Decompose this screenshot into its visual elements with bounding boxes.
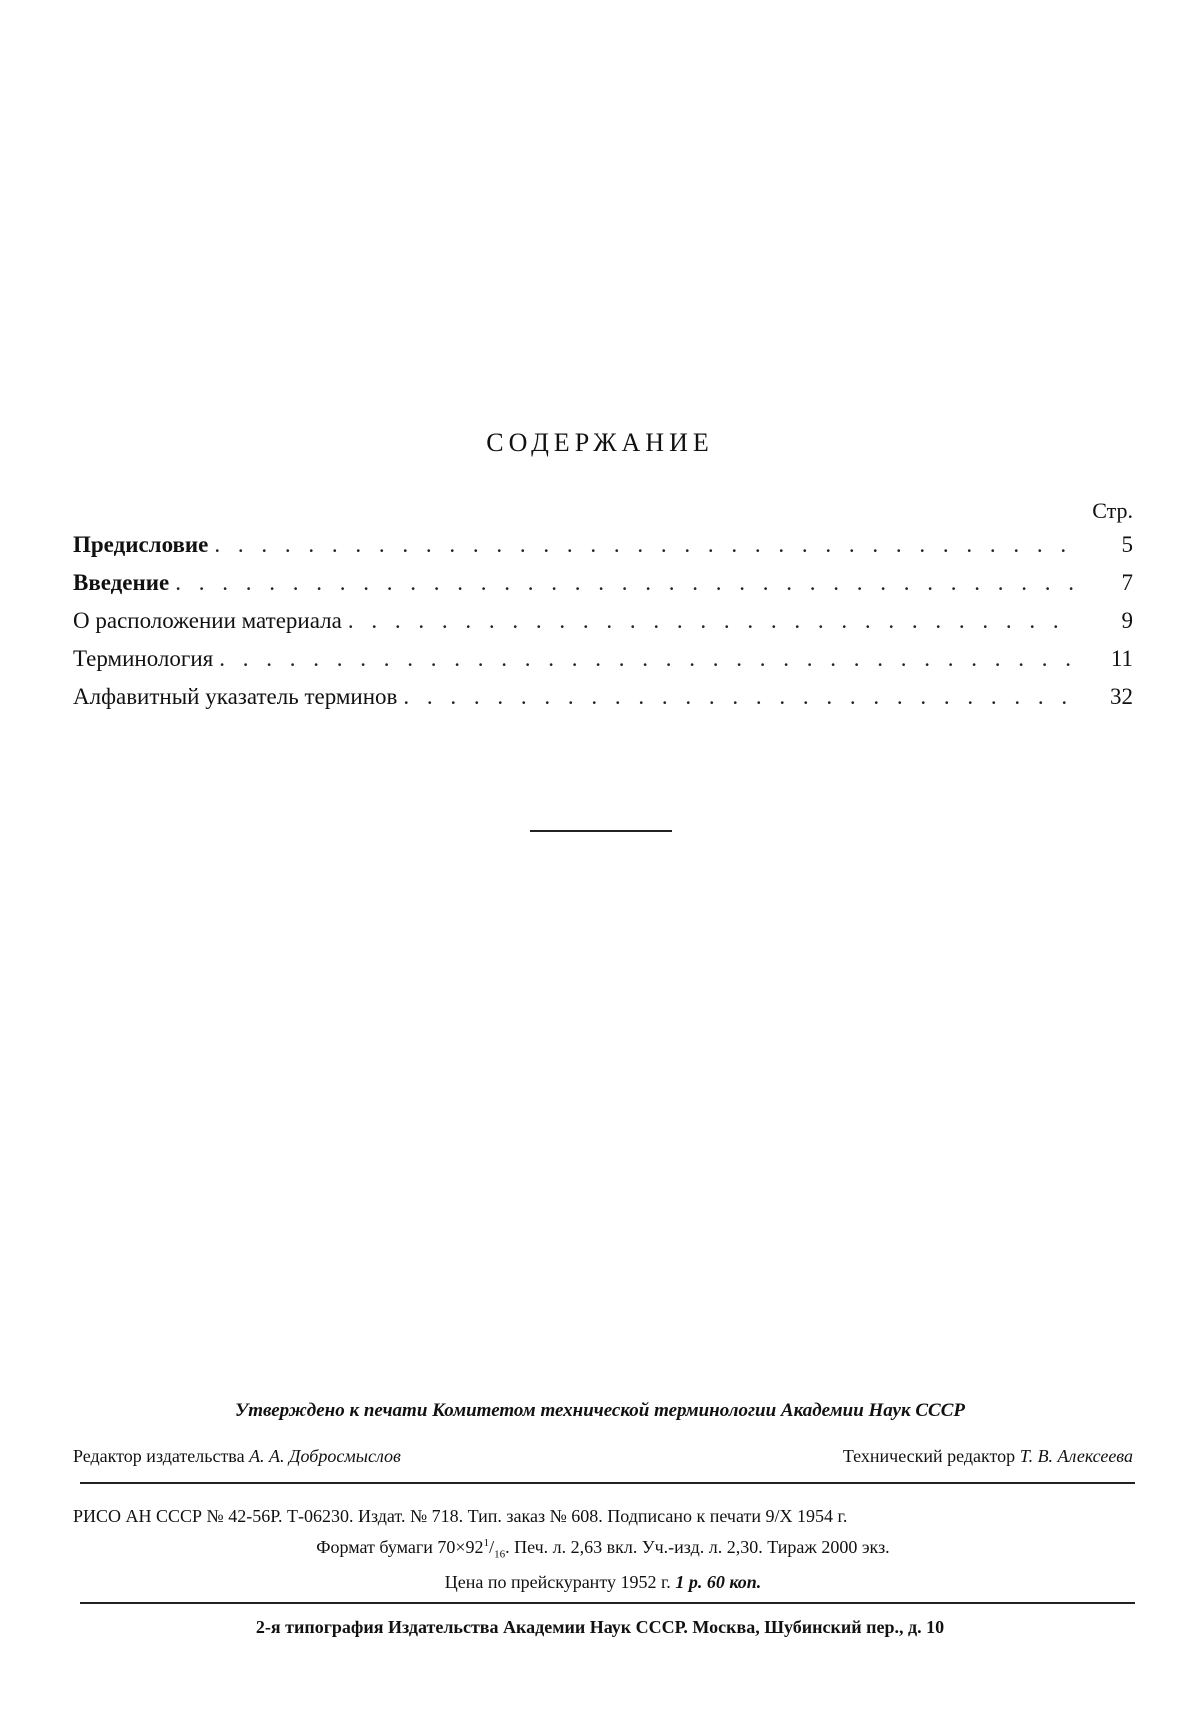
print-details: . Печ. л. 2,63 вкл. Уч.-изд. л. 2,30. Тираж 2000 экз. (505, 1537, 890, 1557)
toc-leader-dots (175, 570, 1073, 596)
toc-entry (73, 570, 1133, 608)
technical-editor-name: Т. В. Алексеева (1019, 1446, 1133, 1466)
toc-leader-dots (348, 608, 1073, 634)
toc-entry-label: Алфавитный указатель терминов (73, 684, 398, 709)
toc-entry-label: Введение (73, 570, 170, 595)
paper-format-sub: 16 (494, 1548, 506, 1561)
technical-editor-label: Технический редактор (842, 1446, 1016, 1466)
publisher-editor-label: Редактор издательства (73, 1446, 245, 1466)
toc-entry-page: 11 (1110, 646, 1133, 671)
publisher-editor (73, 1446, 401, 1467)
toc-leader-dots (403, 684, 1073, 710)
printer-line: 2-я типография Издательства Академии Наук СССР. Москва, Шубинский пер., д. 10 (255, 1617, 945, 1637)
toc-entry (73, 684, 1133, 722)
toc-leader-dots (214, 532, 1073, 558)
toc-leader-dots (219, 646, 1073, 672)
toc-entry-label: О расположении материала (73, 608, 342, 633)
section-divider (530, 830, 672, 832)
technical-editor (843, 1446, 1133, 1467)
price-value: 1 р. 60 коп. (675, 1571, 762, 1592)
toc-entry-page: 32 (1110, 684, 1133, 709)
publisher-editor-name: А. А. Добросмыслов (249, 1446, 401, 1466)
toc-entry-page: 5 (1121, 532, 1133, 557)
imprint-line-1: РИСО АН СССР № 42-56Р. Т-06230. Издат. № 718. Тип. заказ № 608. Подписано к печати 9/X 1954 г. (73, 1506, 848, 1526)
table-of-contents (73, 498, 1133, 722)
toc-entry (73, 646, 1133, 684)
imprint-line-2: Формат бумаги $70\times 92^1/_{16}$. Печ. л. 2,63 вкл. Уч.-изд. л. 2,30. Тираж 2000 экз. (316, 1537, 890, 1561)
toc-entry-page: 9 (1121, 608, 1133, 633)
approval-note: Утверждено к печати Комитетом технической терминологии Академии Наук СССР (234, 1400, 965, 1421)
toc-pages-header: Стр. (1092, 498, 1133, 523)
toc-entry-label: Предисловие (73, 532, 209, 557)
colophon-rule-bottom (80, 1602, 1135, 1604)
paper-format: Формат бумаги 70×92 (316, 1537, 484, 1557)
toc-entry-label: Терминология (73, 646, 214, 671)
imprint-block (73, 1503, 1133, 1596)
toc-entry (73, 532, 1133, 570)
price-label: Цена по прейскуранту 1952 г. (444, 1571, 671, 1592)
toc-entry (73, 608, 1133, 646)
colophon-rule-top (80, 1482, 1135, 1484)
editors-line (73, 1446, 1133, 1467)
toc-entry-page: 7 (1121, 570, 1133, 595)
toc-title: СОДЕРЖАНИЕ (486, 428, 714, 457)
price-line (73, 1569, 1133, 1596)
paper-format-sup: 1 (483, 1537, 490, 1549)
